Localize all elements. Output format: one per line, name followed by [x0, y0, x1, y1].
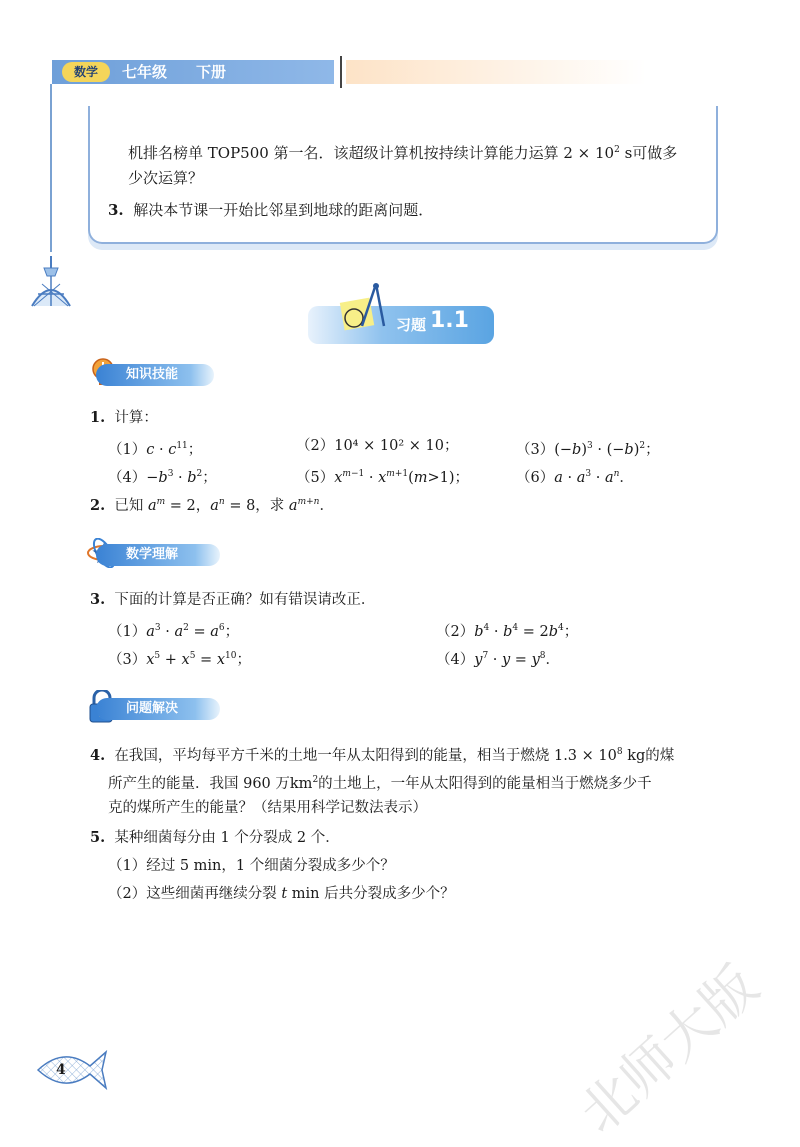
watermark: 北师大版	[567, 953, 771, 1145]
margin-rule	[50, 84, 52, 252]
q1-part-6: $(6)a \cdot a^3 \cdot a^n$．	[516, 469, 634, 486]
section-problem-solving: 问题解决	[96, 698, 220, 720]
q3-part-3: $(3)x^5 + x^5 = x^{10}$；	[108, 651, 251, 668]
exercise-number: 1.1	[430, 308, 469, 333]
q3-part-2: $(2)b^4 \cdot b^4 = 2b^4$；	[436, 623, 579, 640]
tower-icon	[28, 254, 74, 310]
volume-label: 下册	[196, 63, 227, 81]
q3-part-1: $(1)a^3 \cdot a^2 = a^6$；	[108, 623, 240, 640]
question-4: 4. 在我国，平均每平方千米的土地一年从太阳得到的能量，相当于燃烧 $1.3 \times 10^8$ kg的煤	[90, 746, 675, 764]
q1-part-1: $(1)c \cdot c^{11}$；	[108, 441, 203, 458]
grade-label: 七年级	[122, 63, 168, 81]
exercise-title: 习题	[396, 316, 427, 334]
question-1: 1. 计算：	[90, 409, 158, 426]
q3-part-4: $(4)y^7 \cdot y = y^8$．	[436, 651, 561, 668]
section-skills: 知识技能	[96, 364, 214, 386]
box-line-1: 机排名榜单 TOP500 第一名．该超级计算机按持续计算能力运算 $2 \times 10^2$ s可做多	[128, 144, 678, 162]
q1-part-3: $(3)(-b)^3 \cdot (-b)^2$；	[516, 441, 660, 458]
q4-line-2: 所产生的能量．我国 960 万$km^2$的土地上，一年从太阳得到的能量相当于燃烧多少千	[108, 775, 652, 792]
question-3: 3. 下面的计算是否正确？如有错误请改正．	[90, 591, 376, 608]
section-understanding: 数学理解	[96, 544, 220, 566]
q5-part-1: （1）经过 5 min，1 个细菌分裂成多少个？	[108, 858, 395, 874]
header-gradient	[346, 60, 646, 84]
header-divider	[340, 56, 342, 88]
question-2: 2. 已知 $a^m = 2$，$a^n = 8$，求 $a^{m+n}$．	[90, 496, 334, 514]
box-item-3: 3. 解决本节课一开始比邻星到地球的距离问题．	[108, 201, 434, 219]
q4-line-3: 克的煤所产生的能量？（结果用科学记数法表示）	[108, 800, 427, 816]
q5-part-2: （2）这些细菌再继续分裂 t min 后共分裂成多少个？	[108, 886, 455, 902]
q1-part-5: $(5)x^{m-1} \cdot x^{m+1}(m>1)$；	[296, 469, 470, 486]
question-5: 5. 某种细菌每分由 1 个分裂成 2 个．	[90, 829, 340, 846]
page-number: 4	[56, 1062, 66, 1078]
q1-part-4: $(4)-b^3 \cdot b^2$；	[108, 469, 217, 486]
subject-badge: 数学	[62, 62, 110, 82]
fish-icon	[34, 1044, 110, 1096]
compass-icon	[338, 280, 396, 336]
box-line-2: 少次运算？	[128, 169, 204, 187]
q1-part-2: （2）10⁴ × 10² × 10；	[296, 438, 459, 454]
